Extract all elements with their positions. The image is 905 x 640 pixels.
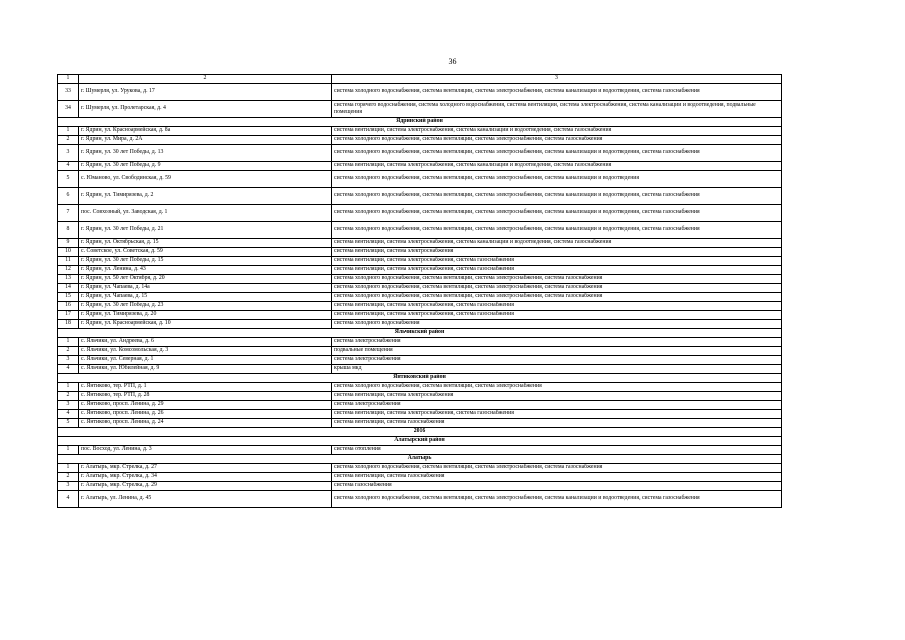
row-number: 33 (58, 84, 79, 101)
row-address: г. Ядрин, ул. Мира, д. 2А (79, 136, 332, 145)
table-row (58, 311, 782, 320)
row-address: с. Советское, ул. Советская, д. 59 (79, 248, 332, 257)
row-address: с. Янтиково, просп. Ленина, д. 24 (79, 419, 332, 428)
table-row (58, 136, 782, 145)
row-systems: система вентиляции, система газоснабжения (332, 473, 782, 482)
row-address: с. Яльчики, ул. Комсомольская, д. 3 (79, 347, 332, 356)
row-address: с. Юманово, ул. Свободинская, д. 59 (79, 171, 332, 188)
row-systems: система вентиляции, система электроснабжения (332, 248, 782, 257)
row-number: 4 (58, 162, 79, 171)
table-row (58, 482, 782, 491)
row-systems: система вентиляции, система электроснабжения, система канализации и водоотведения, система газоснабжения (332, 162, 782, 171)
row-address: г. Алатырь, ул. Ленина, д. 45 (79, 491, 332, 508)
row-number: 2 (58, 392, 79, 401)
table-header-row (58, 75, 782, 84)
row-systems: система холодного водоснабжения, система вентиляции, система электроснабжения, система газоснабжения (332, 136, 782, 145)
row-systems: подвальные помещения (332, 347, 782, 356)
row-address: г. Шумерля, ул. Урукова, д. 17 (79, 84, 332, 101)
table-row (58, 365, 782, 374)
row-systems: система холодного водоснабжения, система вентиляции, система электроснабжения, система газоснабжения (332, 284, 782, 293)
row-systems: система вентиляции, система электроснабжения, система канализации и водоотведения, система газоснабжения (332, 239, 782, 248)
table-row (58, 284, 782, 293)
row-systems: система холодного водоснабжения, система вентиляции, система электроснабжения, система канализации и водоотведения, система газоснабжения (332, 222, 782, 239)
row-systems: система холодного водоснабжения, система вентиляции, система электроснабжения, система газоснабжения (332, 275, 782, 284)
row-systems: система холодного водоснабжения, система вентиляции, система электроснабжения, система канализации и водоотведения, система газоснабжения (332, 491, 782, 508)
row-systems: система вентиляции, система электроснабжения (332, 392, 782, 401)
row-address: г. Ядрин, ул. Октябрьская, д. 15 (79, 239, 332, 248)
row-number: 1 (58, 127, 79, 136)
table-row (58, 101, 782, 118)
table-row (58, 145, 782, 162)
row-systems: система вентиляции, система электроснабжения, система канализации и водоотведения, система газоснабжения (332, 127, 782, 136)
row-number: 11 (58, 257, 79, 266)
row-number: 10 (58, 248, 79, 257)
table-row (58, 392, 782, 401)
row-number: 34 (58, 101, 79, 118)
table-row (58, 491, 782, 508)
row-systems: система электроснабжения (332, 338, 782, 347)
row-systems: система вентиляции, система электроснабжения, система газоснабжения (332, 311, 782, 320)
row-number: 8 (58, 222, 79, 239)
row-number: 7 (58, 205, 79, 222)
row-number: 5 (58, 419, 79, 428)
row-systems: система горячего водоснабжения, система холодного водоснабжения, система вентиляции, система электроснабжения, система канализации и водоотведения, подвальные помещения (332, 101, 782, 118)
table-row (58, 293, 782, 302)
page-number: 36 (448, 57, 457, 66)
row-systems: крыша мкд (332, 365, 782, 374)
table-row (58, 446, 782, 455)
section-row (58, 437, 782, 446)
table-row (58, 419, 782, 428)
row-address: г. Ядрин, ул. Ленина, д. 43 (79, 266, 332, 275)
row-number: 3 (58, 401, 79, 410)
table-row (58, 84, 782, 101)
section-title: 2016 (58, 428, 782, 437)
row-number: 4 (58, 491, 79, 508)
table-row (58, 266, 782, 275)
row-address: г. Ядрин, ул. Тимирязева, д. 2 (79, 188, 332, 205)
row-number: 3 (58, 356, 79, 365)
row-address: г. Ядрин, ул. 30 лет Победы, д. 15 (79, 257, 332, 266)
row-number: 4 (58, 365, 79, 374)
row-address: г. Ядрин, ул. Красноармейская, д. 8а (79, 127, 332, 136)
row-number: 3 (58, 145, 79, 162)
section-title: Ядринский район (58, 118, 782, 127)
row-address: г. Ядрин, ул. Красноармейская, д. 10 (79, 320, 332, 329)
table-row (58, 347, 782, 356)
row-number: 3 (58, 482, 79, 491)
row-number: 1 (58, 383, 79, 392)
row-address: г. Алатырь, мкр. Стрелка, д. 34 (79, 473, 332, 482)
table-row (58, 127, 782, 136)
row-systems: система вентиляции, система газоснабжения (332, 419, 782, 428)
table-row (58, 464, 782, 473)
row-systems: система холодного водоснабжения, система вентиляции, система электроснабжения, система канализации и водоотведения, система газоснабжения (332, 145, 782, 162)
row-number: 13 (58, 275, 79, 284)
row-systems: система вентиляции, система электроснабжения, система газоснабжения (332, 410, 782, 419)
row-address: г. Алатырь, мкр. Стрелка, д. 27 (79, 464, 332, 473)
row-systems: система вентиляции, система электроснабжения, система газоснабжения (332, 302, 782, 311)
row-address: с. Янтиково, просп. Ленина, д. 29 (79, 401, 332, 410)
row-address: г. Алатырь, мкр. Стрелка, д. 29 (79, 482, 332, 491)
row-address: г. Ядрин, ул. 50 лет Октября, д. 20 (79, 275, 332, 284)
section-row (58, 428, 782, 437)
row-systems: система холодного водоснабжения, система вентиляции, система электроснабжения (332, 383, 782, 392)
row-number: 17 (58, 311, 79, 320)
row-number: 4 (58, 410, 79, 419)
row-number: 1 (58, 446, 79, 455)
section-row (58, 455, 782, 464)
row-number: 2 (58, 473, 79, 482)
row-address: с. Яльчики, ул. Юбилейная, д. 9 (79, 365, 332, 374)
table-row (58, 320, 782, 329)
row-systems: система холодного водоснабжения, система вентиляции, система электроснабжения, система канализации и водоотведения, система газоснабжения (332, 84, 782, 101)
table-row (58, 188, 782, 205)
row-address: г. Ядрин, ул. 30 лет Победы, д. 13 (79, 145, 332, 162)
table-row (58, 302, 782, 311)
row-number: 6 (58, 188, 79, 205)
section-row (58, 118, 782, 127)
row-number: 16 (58, 302, 79, 311)
row-address: с. Янтиково, тер. РТП, д. 28 (79, 392, 332, 401)
row-systems: система холодного водоснабжения, система вентиляции, система электроснабжения, система канализации и водоотведения, система газоснабжения (332, 205, 782, 222)
section-row (58, 329, 782, 338)
table-row (58, 338, 782, 347)
row-address: г. Ядрин, ул. 30 лет Победы, д. 9 (79, 162, 332, 171)
row-address: г. Ядрин, ул. Чапаева, д. 15 (79, 293, 332, 302)
row-systems: система холодного водоснабжения, система вентиляции, система электроснабжения, система газоснабжения (332, 293, 782, 302)
row-systems: система холодного водоснабжения, система вентиляции, система электроснабжения, система канализации и водоотведения, система газоснабжения (332, 188, 782, 205)
row-systems: система холодного водоснабжения, система вентиляции, система электроснабжения, система канализации и водоотведения (332, 171, 782, 188)
houses-table (57, 74, 782, 508)
table-row (58, 356, 782, 365)
row-address: с. Янтиково, тер. РТП, д. 1 (79, 383, 332, 392)
row-number: 1 (58, 338, 79, 347)
header-col-2: 2 (79, 75, 332, 84)
table-row (58, 383, 782, 392)
table-row (58, 257, 782, 266)
row-systems: система электроснабжения (332, 401, 782, 410)
table-row (58, 205, 782, 222)
row-address: с. Янтиково, просп. Ленина, д. 26 (79, 410, 332, 419)
table-row (58, 248, 782, 257)
table-row (58, 473, 782, 482)
section-title: Алатырский район (58, 437, 782, 446)
row-address: г. Ядрин, ул. Чапаева, д. 14а (79, 284, 332, 293)
row-systems: система вентиляции, система электроснабжения, система газоснабжения (332, 266, 782, 275)
table-row (58, 239, 782, 248)
row-systems: система холодного водоснабжения (332, 320, 782, 329)
table-row (58, 410, 782, 419)
row-address: г. Ядрин, ул. Тимирязева, д. 20 (79, 311, 332, 320)
row-number: 2 (58, 347, 79, 356)
header-col-1: 1 (58, 75, 79, 84)
section-row (58, 374, 782, 383)
header-col-3: 3 (332, 75, 782, 84)
row-number: 15 (58, 293, 79, 302)
section-title: Янтиковский район (58, 374, 782, 383)
row-address: пос. Совхозный, ул. Заводская, д. 1 (79, 205, 332, 222)
row-number: 18 (58, 320, 79, 329)
row-systems: система электроснабжения (332, 356, 782, 365)
table-row (58, 222, 782, 239)
row-address: г. Ядрин, ул. 30 лет Победы, д. 21 (79, 222, 332, 239)
row-number: 14 (58, 284, 79, 293)
row-number: 2 (58, 136, 79, 145)
row-address: с. Яльчики, ул. Андреева, д. 6 (79, 338, 332, 347)
row-address: г. Ядрин, ул. 30 лет Победы, д. 23 (79, 302, 332, 311)
row-systems: система вентиляции, система электроснабжения, система газоснабжения (332, 257, 782, 266)
row-number: 5 (58, 171, 79, 188)
table-row (58, 275, 782, 284)
row-number: 1 (58, 464, 79, 473)
row-address: пос. Восход, ул. Ленина, д. 3 (79, 446, 332, 455)
row-systems: система отопления (332, 446, 782, 455)
table-row (58, 171, 782, 188)
section-title: Алатырь (58, 455, 782, 464)
row-number: 12 (58, 266, 79, 275)
row-address: с. Яльчики, ул. Северная, д. 1 (79, 356, 332, 365)
row-number: 9 (58, 239, 79, 248)
row-address: г. Шумерля, ул. Пролетарская, д. 4 (79, 101, 332, 118)
section-title: Яльчикский район (58, 329, 782, 338)
row-systems: система холодного водоснабжения, система вентиляции, система электроснабжения, система газоснабжения (332, 464, 782, 473)
table-row (58, 401, 782, 410)
row-systems: система газоснабжения (332, 482, 782, 491)
table-row (58, 162, 782, 171)
